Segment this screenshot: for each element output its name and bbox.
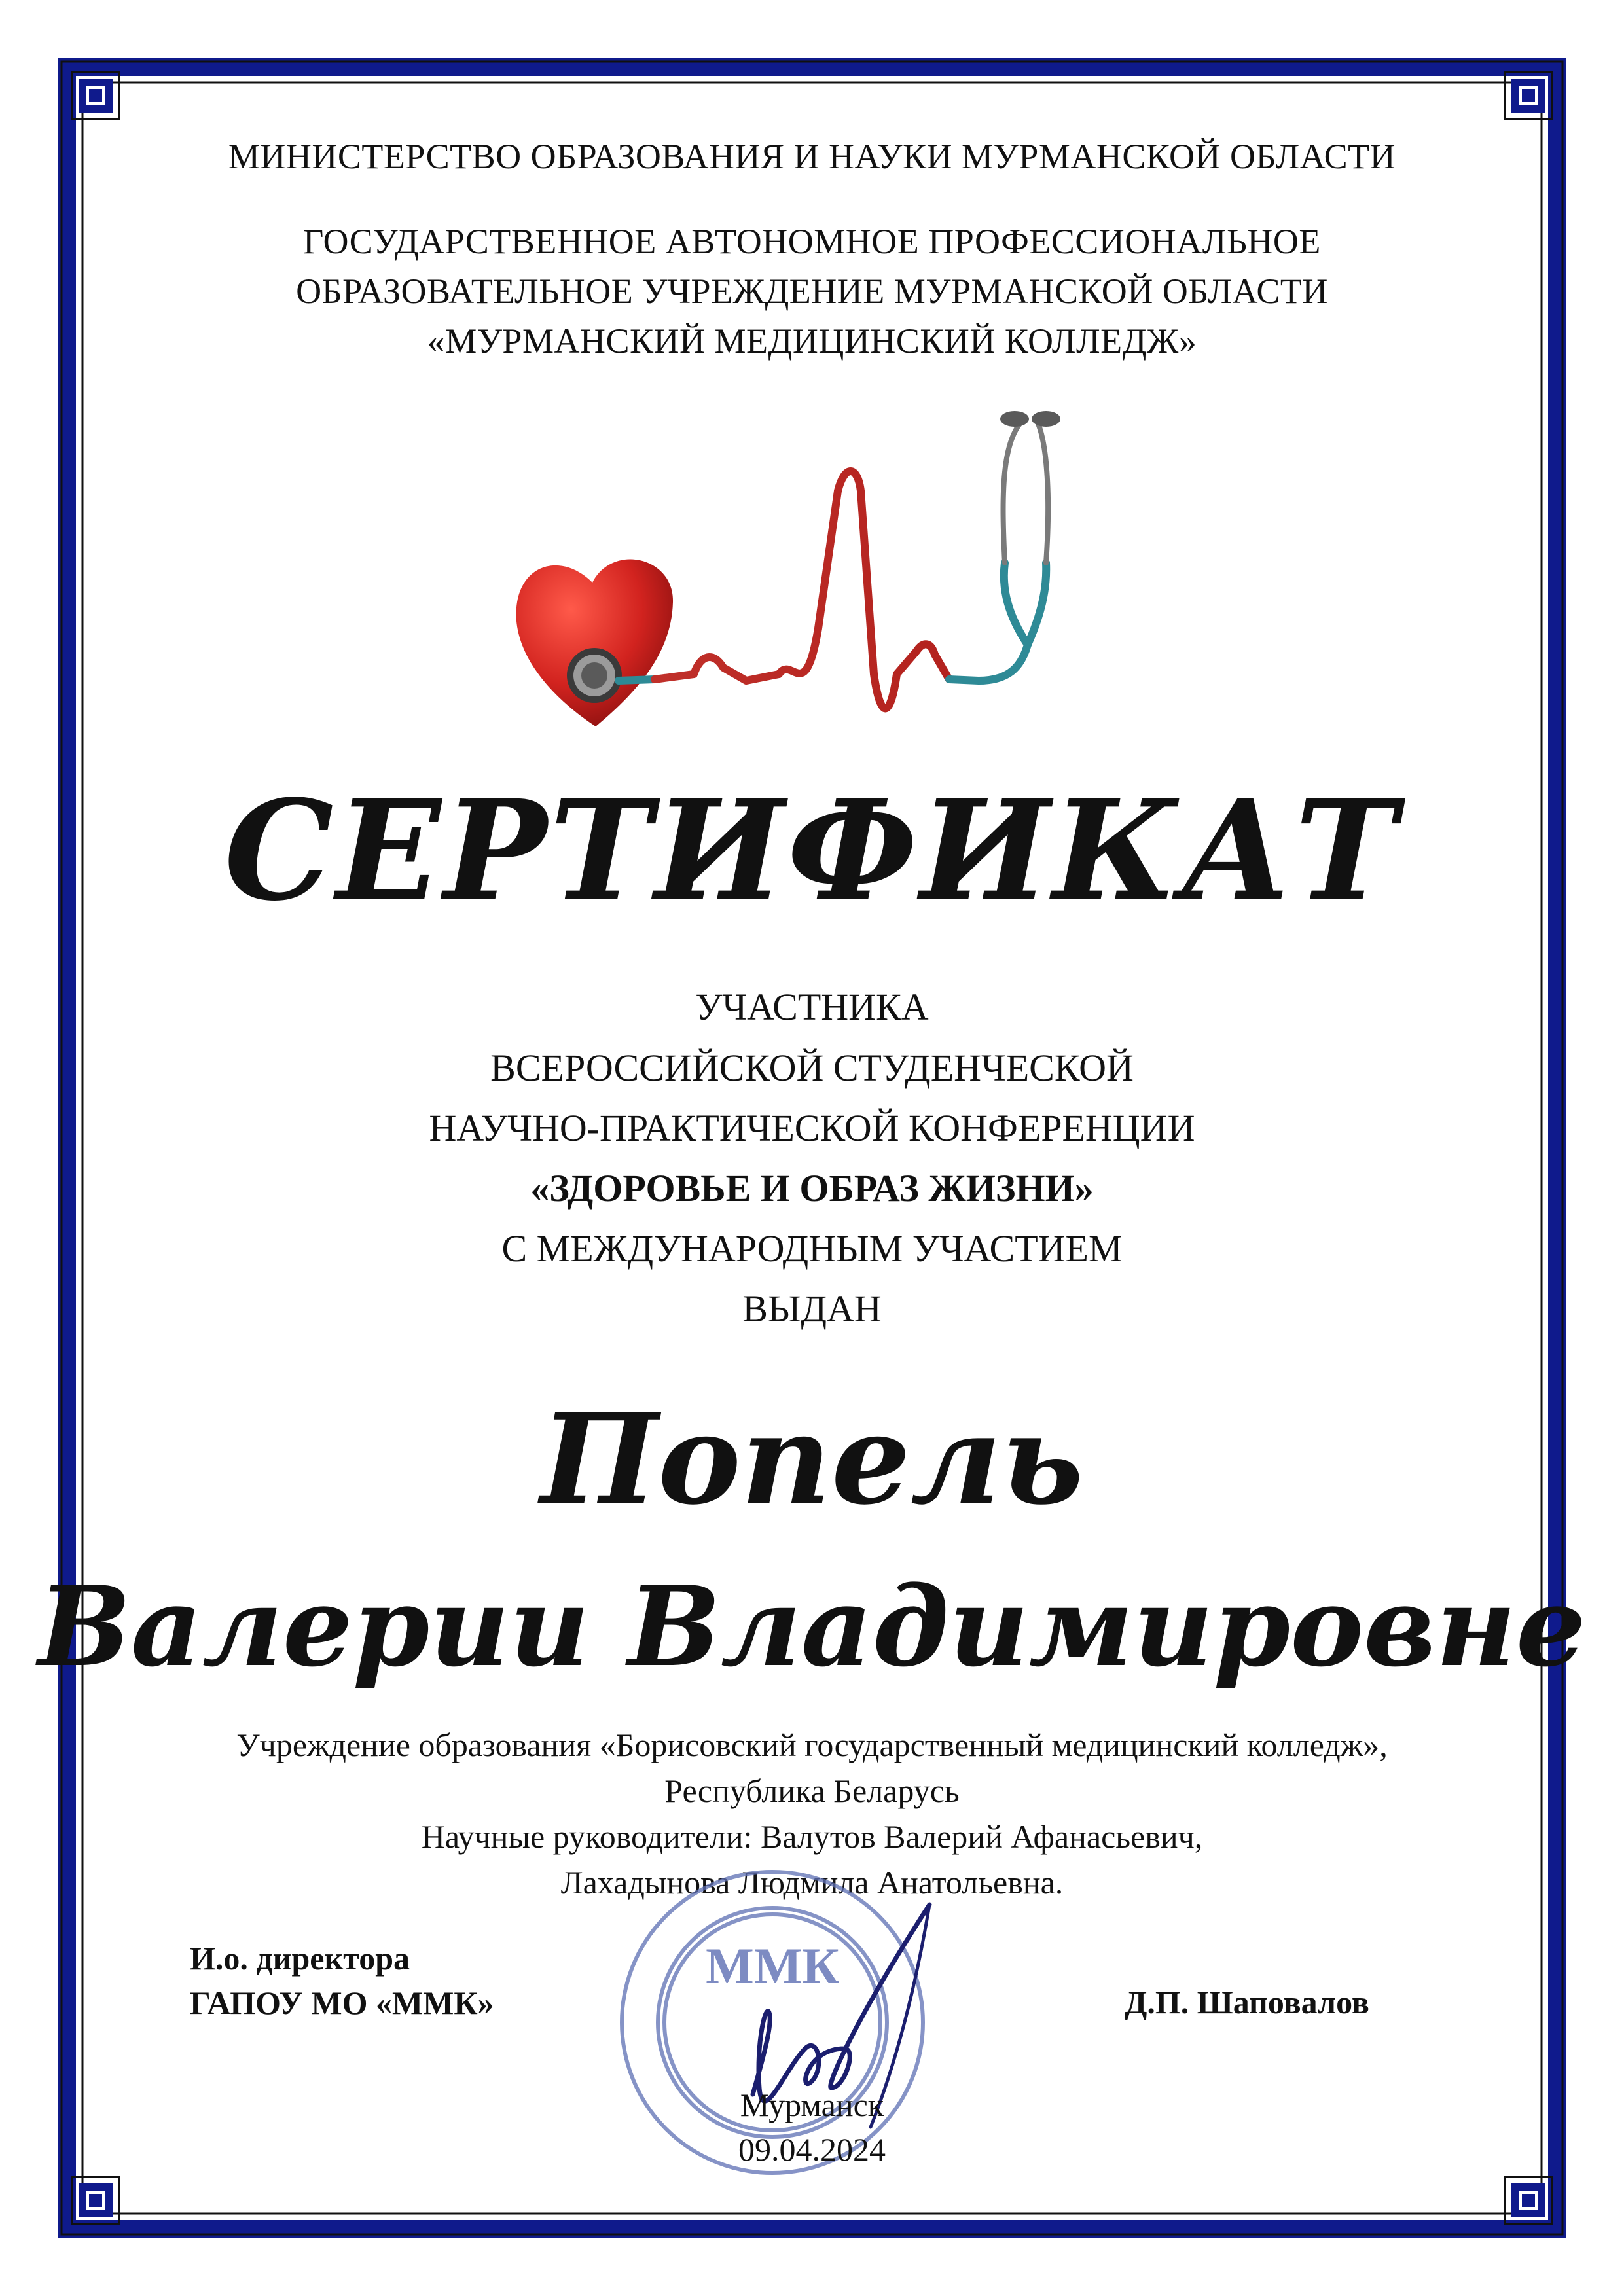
stamp-label: ММК xyxy=(706,1937,839,1994)
award-line2: ВСЕРОССИЙСКОЙ СТУДЕНЧЕСКОЙ xyxy=(490,1047,1134,1089)
issue-date: 09.04.2024 xyxy=(738,2131,886,2168)
award-line3: НАУЧНО-ПРАКТИЧЕСКОЙ КОНФЕРЕНЦИИ xyxy=(429,1107,1195,1149)
ministry-heading: МИНИСТЕРСТВО ОБРАЗОВАНИЯ И НАУКИ МУРМАНСКОЙ ОБЛАСТИ xyxy=(228,137,1396,176)
organization-line1: Учреждение образования «Борисовский государственный медицинский колледж», xyxy=(236,1727,1388,1763)
recipient-surname: Попель xyxy=(540,1386,1084,1532)
institution-heading-line1: ГОСУДАРСТВЕННОЕ АВТОНОМНОЕ ПРОФЕССИОНАЛЬНОЕ xyxy=(303,222,1321,261)
recipient-given-names: Валерии Владимировне xyxy=(38,1562,1586,1691)
conference-name: «ЗДОРОВЬЕ И ОБРАЗ ЖИЗНИ» xyxy=(530,1167,1094,1210)
institution-heading-line2: ОБРАЗОВАТЕЛЬНОЕ УЧРЕЖДЕНИЕ МУРМАНСКОЙ ОБЛАСТИ xyxy=(296,272,1328,311)
supervisors-line2: Лахадынова Людмила Анатольевна. xyxy=(560,1864,1064,1901)
supervisors-line1: Научные руководители: Валутов Валерий Афанасьевич, xyxy=(421,1818,1203,1855)
award-line5: С МЕЖДУНАРОДНЫМ УЧАСТИЕМ xyxy=(501,1227,1123,1270)
heart-stethoscope-ecg-icon xyxy=(497,393,1152,759)
signer-name: Д.П. Шаповалов xyxy=(1125,1984,1369,2020)
institution-heading-line3: «МУРМАНСКИЙ МЕДИЦИНСКИЙ КОЛЛЕДЖ» xyxy=(427,321,1197,361)
organization-line2: Республика Беларусь xyxy=(664,1772,960,1809)
signer-position-line1: И.о. директора xyxy=(190,1940,410,1977)
signer-position-line2: ГАПОУ МО «ММК» xyxy=(190,1984,494,2021)
certificate-title: СЕРТИФИКАТ xyxy=(224,770,1400,931)
issue-city: Мурманск xyxy=(740,2087,884,2123)
award-line6: ВЫДАН xyxy=(742,1287,882,1330)
award-line1: УЧАСТНИКА xyxy=(695,986,929,1028)
